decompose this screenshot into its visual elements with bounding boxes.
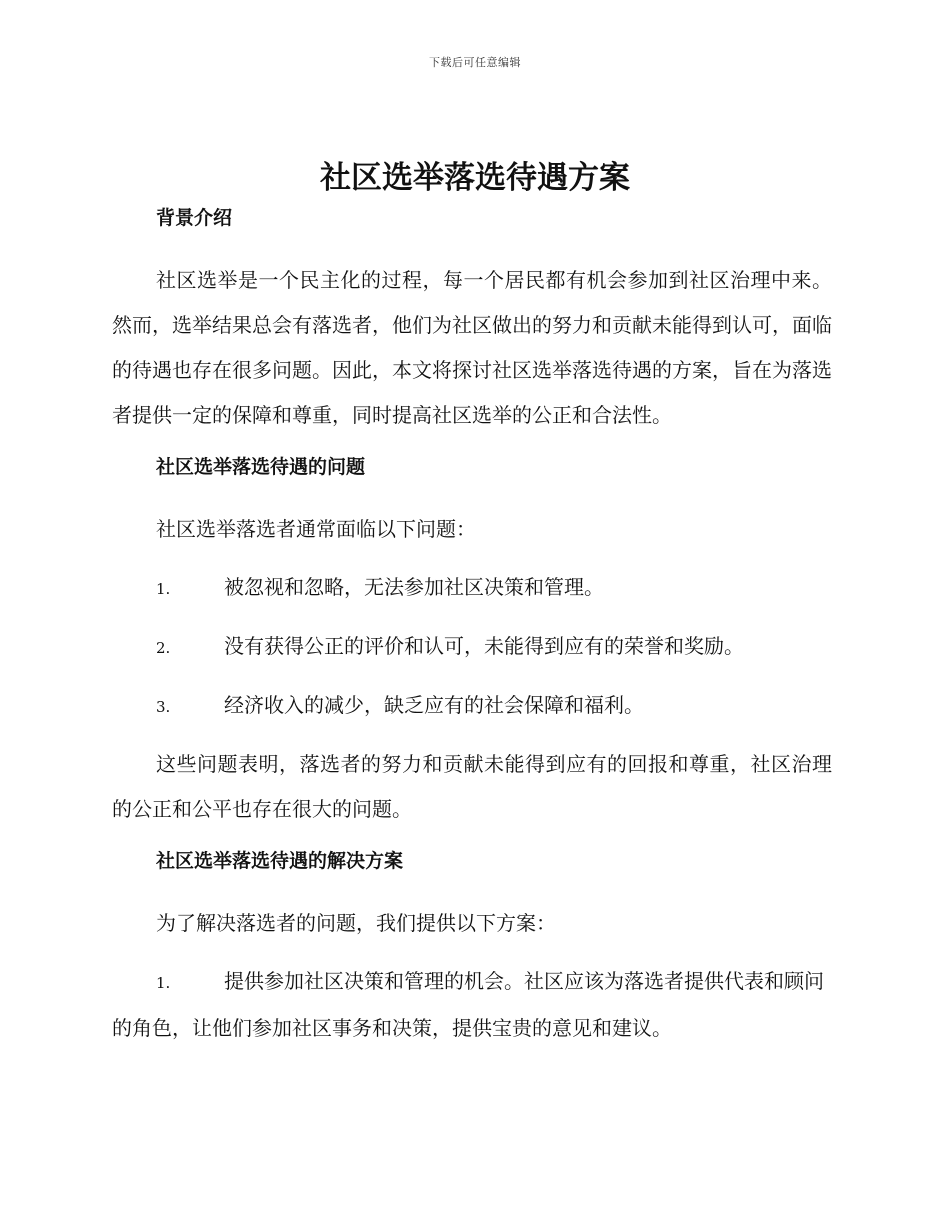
list-item-text: 没有获得公正的评价和认可，未能得到应有的荣誉和奖励。 xyxy=(224,634,744,658)
problems-conclusion: 这些问题表明，落选者的努力和贡献未能得到应有的回报和尊重，社区治理的公正和公平也存在很大的问题。 xyxy=(112,752,832,821)
header-note: 下载后可任意编辑 xyxy=(429,56,521,69)
list-item-text: 提供参加社区决策和管理的机会。社区应该为落选者提供代表和顾问的角色，让他们参加社区事务和决策，提供宝贵的意见和建议。 xyxy=(112,969,824,1040)
problem-item-3 xyxy=(112,683,832,730)
problems-intro: 社区选举落选者通常面临以下问题： xyxy=(156,517,476,541)
solution-item-1 xyxy=(112,959,832,1051)
background-paragraph: 社区选举是一个民主化的过程，每一个居民都有机会参加到社区治理中来。然而，选举结果总会有落选者，他们为社区做出的努力和贡献未能得到认可，面临的待遇也存在很多问题。因此，本文将探讨社区选举落选待遇的方案，旨在为落选者提供一定的保障和尊重，同时提高社区选举的公正和合法性。 xyxy=(112,268,832,427)
list-number: 1. xyxy=(156,580,171,598)
list-item-text: 经济收入的减少，缺乏应有的社会保障和福利。 xyxy=(224,693,644,717)
solutions-intro: 为了解决落选者的问题，我们提供以下方案： xyxy=(156,911,556,935)
list-number: 3. xyxy=(156,698,171,716)
list-item-text: 被忽视和忽略，无法参加社区决策和管理。 xyxy=(224,575,604,599)
page-title: 社区选举落选待遇方案 xyxy=(320,160,630,196)
document-body xyxy=(112,203,832,1063)
list-number: 2. xyxy=(156,639,171,657)
problem-item-1 xyxy=(112,565,832,612)
section-heading-solutions: 社区选举落选待遇的解决方案 xyxy=(156,850,404,872)
problem-item-2 xyxy=(112,624,832,671)
list-number: 1. xyxy=(156,974,171,992)
section-heading-background: 背景介绍 xyxy=(156,207,233,229)
section-heading-problems: 社区选举落选待遇的问题 xyxy=(156,456,366,478)
